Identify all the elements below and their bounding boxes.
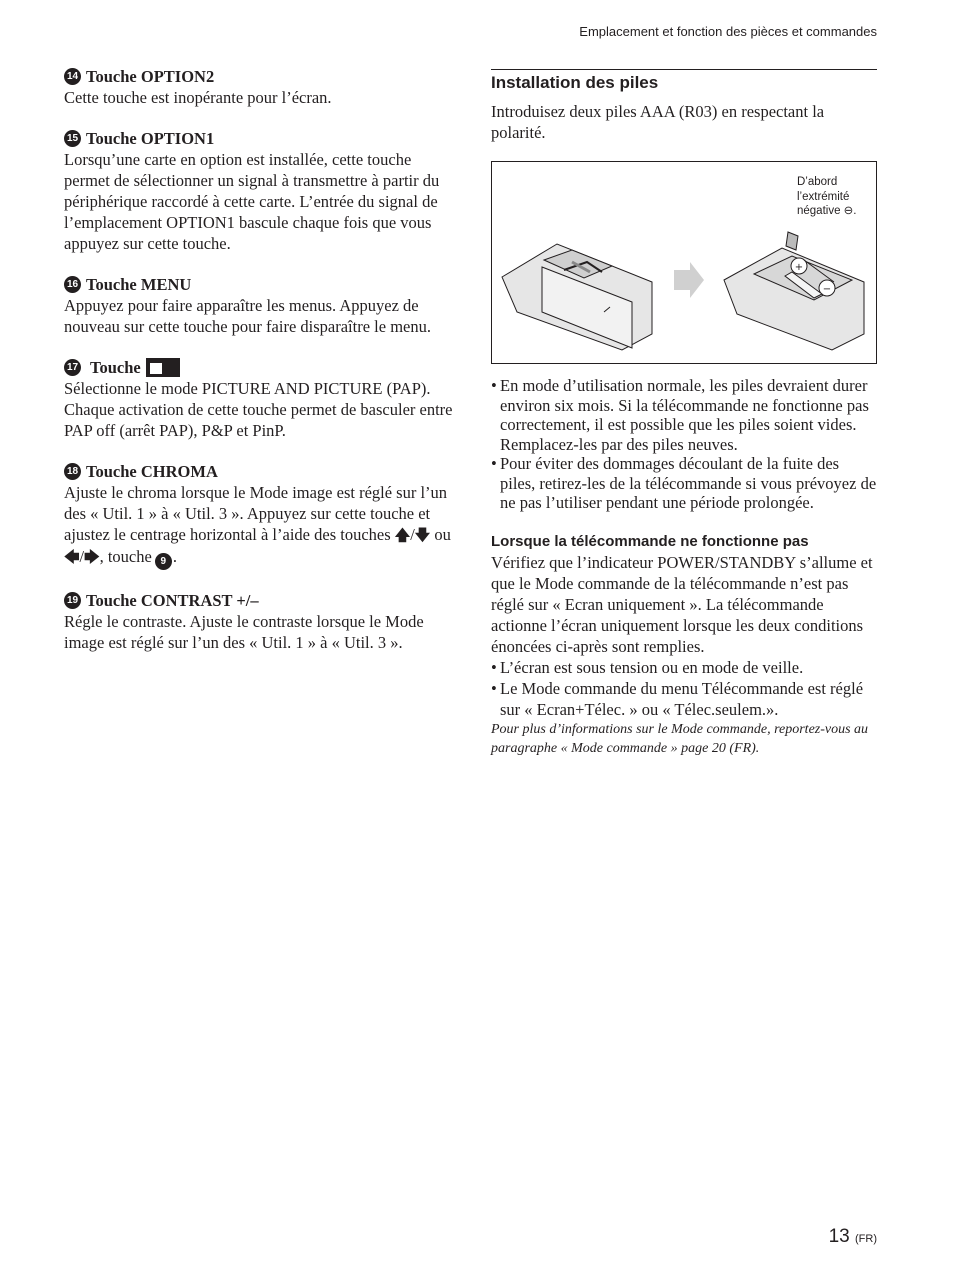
up-arrow-icon: 🡅 — [394, 526, 411, 544]
section-title: Touche OPTION2 — [86, 67, 215, 86]
section-pap — [64, 357, 454, 441]
list-item: • Le Mode commande du menu Télécommande est réglé sur « Ecran+Télec. » ou « Télec.seulem.». — [491, 678, 877, 720]
figure-label: D’abord l’extrémité négative ⊖. — [797, 176, 857, 217]
section-rule — [491, 69, 877, 70]
number-badge: 18 — [64, 463, 81, 480]
subsection-heading: Lorsque la télécommande ne fonctionne pas — [491, 532, 809, 550]
down-arrow-icon: 🡇 — [414, 526, 431, 544]
left-arrow-icon: 🡄 — [64, 548, 80, 566]
running-header: Emplacement et fonction des pièces et commandes — [579, 24, 877, 39]
section-title: Touche — [90, 358, 141, 377]
section-option1 — [64, 128, 454, 254]
right-arrow-icon: 🡆 — [84, 548, 100, 566]
left-column — [64, 66, 454, 673]
intro-text: Introduisez deux piles AAA (R03) en respectant la polarité. — [491, 102, 825, 142]
number-badge: 16 — [64, 276, 81, 293]
number-badge: 19 — [64, 592, 81, 609]
troubleshoot-text: Vérifiez que l’indicateur POWER/STANDBY s’allume et que le Mode commande de la télécommande n’est pas réglé sur « Ecran uniquement ». La télécommande actionne l’écran uniquement lorsque les deux conditions énoncées ci-après sont remplies. — [491, 552, 873, 656]
reference-note: Pour plus d’informations sur le Mode commande, reportez-vous au paragraphe « Mode commande » page 20 (FR). — [491, 721, 869, 756]
svg-text:+: + — [794, 262, 804, 273]
list-item: • L’écran est sous tension ou en mode de veille. — [491, 657, 877, 678]
page-number: 13 (FR) — [828, 1226, 877, 1247]
section-text: Appuyez pour faire apparaître les menus. Appuyez de nouveau sur cette touche pour faire disparaître le menu. — [64, 296, 431, 336]
section-chroma — [64, 461, 454, 570]
number-badge: 15 — [64, 130, 81, 147]
number-badge: 17 — [64, 359, 81, 376]
battery-notes — [491, 376, 877, 513]
list-item: • Pour éviter des dommages découlant de la fuite des piles, retirez-les de la télécommande si vous prévoyez de ne pas l’utiliser pendant une période prolongée. — [491, 454, 877, 513]
section-text: Lorsqu’une carte en option est installée, cette touche permet de sélectionner un signal à transmettre à partir du périphérique raccordé à cette carte. L’entrée du signal de l’emplacement OPTION1 bascule chaque fois que vous appuyez sur cette touche. — [64, 150, 440, 253]
svg-text:−: − — [822, 284, 832, 295]
section-heading: Installation des piles — [491, 73, 659, 92]
section-menu — [64, 274, 454, 337]
section-option2 — [64, 66, 454, 108]
section-text: Cette touche est inopérante pour l’écran. — [64, 88, 332, 107]
section-text: Régle le contraste. Ajuste le contraste lorsque le Mode image est réglé sur l’un des « Util. 1 » à « Util. 3 ». — [64, 612, 424, 652]
section-title: Touche MENU — [86, 275, 192, 294]
section-title: Touche CONTRAST +/– — [86, 591, 259, 610]
right-column — [491, 69, 877, 758]
pap-icon — [146, 358, 180, 377]
section-contrast — [64, 590, 454, 653]
section-text: Sélectionne le mode PICTURE AND PICTURE (PAP). Chaque activation de cette touche permet de basculer entre PAP off (arrêt PAP), P&P et PinP. — [64, 379, 453, 440]
battery-installation-figure — [491, 161, 877, 364]
section-text: Ajuste le chroma lorsque le Mode image est réglé sur l’un des « Util. 1 » à « Util. 3 ». Appuyez sur cette touche et ajustez le centrage horizontal à l’aide des touches 🡅/🡇 ou 🡄/🡆, touche 9 . — [64, 482, 454, 570]
list-item: • En mode d’utilisation normale, les piles devraient durer environ six mois. Si la télécommande ne fonctionne pas correctement, il est possible que les piles soient vides. Remplacez-les par des piles neuves. — [491, 376, 877, 454]
conditions-list — [491, 657, 877, 720]
number-badge: 14 — [64, 68, 81, 85]
section-title: Touche CHROMA — [86, 462, 218, 481]
number-badge: 9 — [155, 553, 172, 570]
section-title: Touche OPTION1 — [86, 129, 215, 148]
